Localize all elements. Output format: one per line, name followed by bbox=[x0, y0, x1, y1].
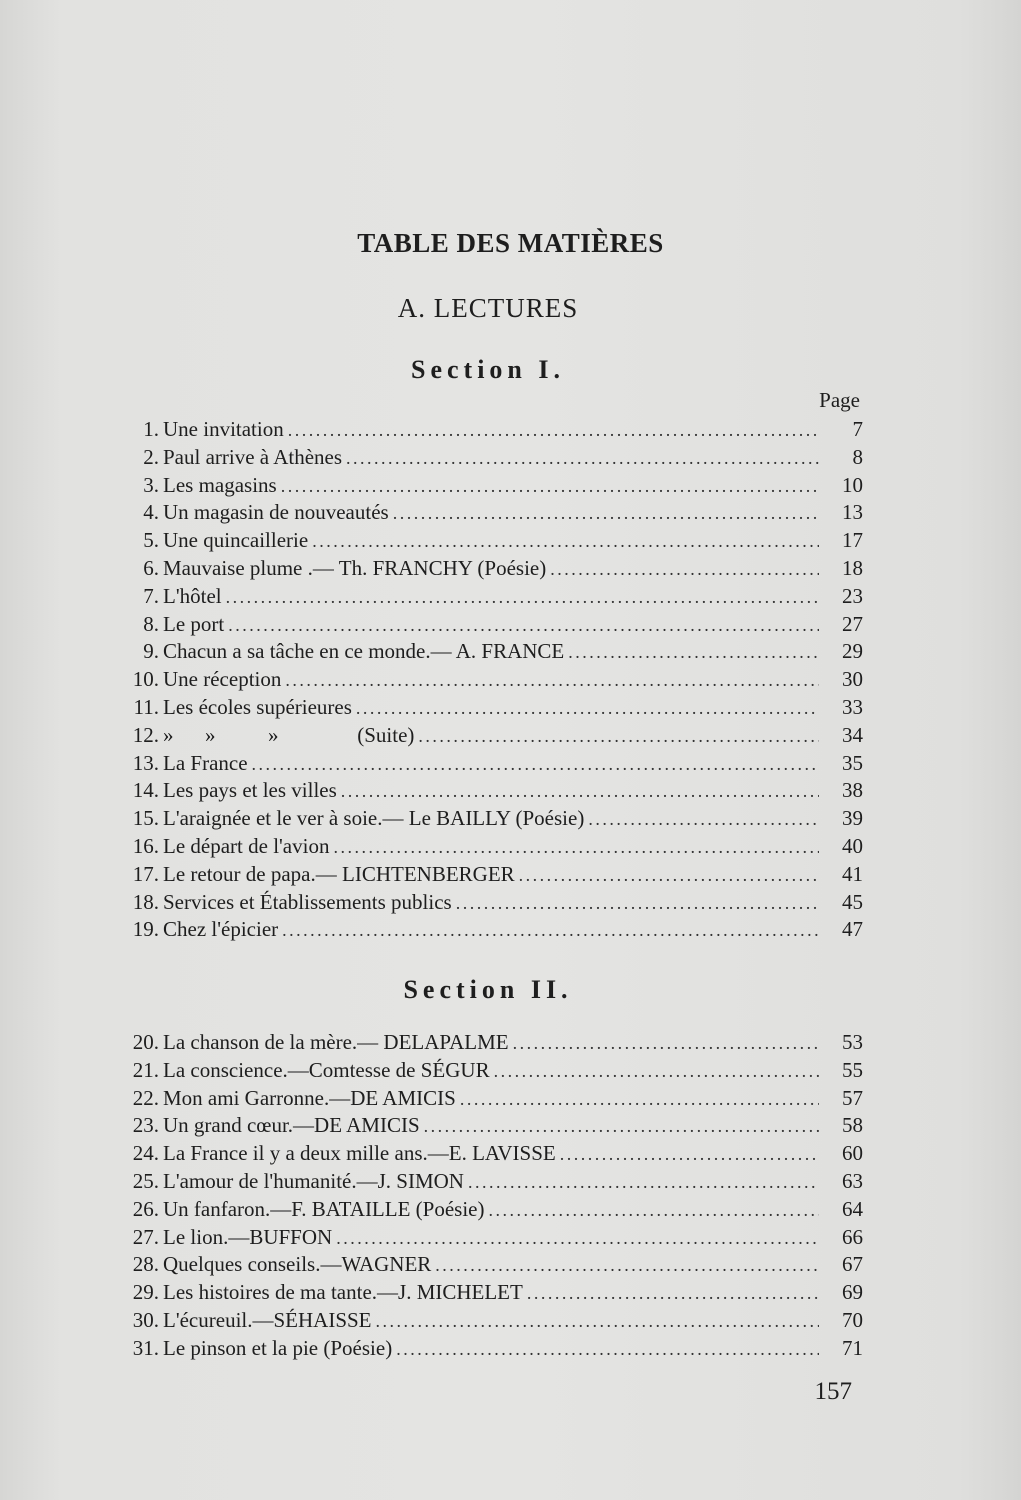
toc-entry-title: Les pays et les villes bbox=[163, 778, 337, 803]
toc-entry bbox=[118, 612, 863, 640]
toc-entry-number: 28. bbox=[132, 1252, 159, 1277]
toc-entry-page: 27 bbox=[842, 611, 863, 636]
toc-entry-title: Le pinson et la pie (Poésie) bbox=[163, 1335, 393, 1360]
toc-entry-page: 64 bbox=[842, 1196, 863, 1221]
toc-entry bbox=[118, 1308, 863, 1336]
toc-entry-number: 10. bbox=[132, 667, 159, 692]
toc-dot-leader bbox=[424, 1116, 819, 1137]
toc-entry bbox=[118, 778, 863, 806]
toc-entry bbox=[118, 890, 863, 918]
toc-dot-leader bbox=[527, 1283, 819, 1304]
toc-entry bbox=[118, 528, 863, 556]
toc-entry-title: Chacun a sa tâche en ce monde.— A. FRANCE bbox=[163, 639, 565, 664]
toc-entry-number: 11. bbox=[133, 694, 159, 719]
toc-entry-number: 7. bbox=[143, 583, 159, 608]
toc-entry-number: 26. bbox=[132, 1196, 159, 1221]
toc-entry-number: 13. bbox=[132, 750, 159, 775]
toc-entry bbox=[118, 1113, 863, 1141]
toc-dot-leader bbox=[519, 865, 819, 886]
toc-entry-title: Le retour de papa.— LICHTENBERGER bbox=[163, 861, 515, 886]
toc-dot-leader bbox=[346, 448, 819, 469]
toc-entry-page: 41 bbox=[842, 861, 863, 886]
toc-dot-leader bbox=[550, 559, 819, 580]
toc-entry-title: Chez l'épicier bbox=[163, 917, 279, 942]
toc-entry-title: Paul arrive à Athènes bbox=[163, 444, 343, 469]
toc-entry-title: Les écoles supérieures bbox=[163, 694, 352, 719]
toc-entry-number: 4. bbox=[143, 500, 159, 525]
toc-dot-leader bbox=[312, 531, 819, 552]
toc-entry bbox=[118, 834, 863, 862]
toc-entry-page: 38 bbox=[842, 778, 863, 803]
part-title: A. LECTURES bbox=[397, 293, 579, 323]
toc-dot-leader bbox=[333, 837, 819, 858]
toc-entry-title: Mauvaise plume .— Th. FRANCHY (Poésie) bbox=[163, 555, 547, 580]
toc-entry-title: La France bbox=[163, 750, 248, 775]
toc-dot-leader bbox=[285, 670, 819, 691]
toc-entry bbox=[118, 1141, 863, 1169]
toc-entry bbox=[118, 1169, 863, 1197]
toc-entry-page: 18 bbox=[842, 555, 863, 580]
toc-entry-title: L'amour de l'humanité.—J. SIMON bbox=[163, 1168, 464, 1193]
toc-entry-number: 6. bbox=[143, 555, 159, 580]
toc-entry bbox=[118, 862, 863, 890]
toc-entry bbox=[118, 445, 863, 473]
toc-entry-page: 47 bbox=[842, 917, 863, 942]
toc-entry-page: 55 bbox=[842, 1057, 863, 1082]
toc-entry-number: 1. bbox=[143, 417, 159, 441]
toc-entry-page: 71 bbox=[842, 1335, 863, 1360]
toc-dot-leader bbox=[513, 1033, 819, 1054]
toc-entry-number: 19. bbox=[132, 917, 159, 942]
page-column-label: Page bbox=[819, 388, 860, 412]
toc-dot-leader bbox=[488, 1200, 819, 1221]
toc-entry-page: 10 bbox=[842, 472, 863, 497]
toc-entry-page: 40 bbox=[842, 833, 863, 858]
toc-entry-title: Un magasin de nouveautés bbox=[163, 500, 389, 525]
section-heading-1: Section I. bbox=[411, 355, 565, 384]
toc-entry-number: 29. bbox=[132, 1280, 159, 1305]
toc-entry-page: 63 bbox=[842, 1168, 863, 1193]
toc-entry bbox=[118, 584, 863, 612]
toc-entry bbox=[118, 751, 863, 779]
toc-entry bbox=[118, 639, 863, 667]
toc-entry-page: 8 bbox=[852, 444, 863, 469]
toc-entry-number: 12. bbox=[132, 722, 159, 747]
toc-entry bbox=[118, 917, 863, 945]
toc-dot-leader bbox=[281, 476, 819, 497]
toc-dot-leader bbox=[252, 754, 819, 775]
toc-dot-leader bbox=[396, 1339, 819, 1360]
toc-dot-leader bbox=[336, 1228, 819, 1249]
toc-entry bbox=[118, 1030, 863, 1058]
toc-dot-leader bbox=[288, 420, 819, 441]
toc-entry bbox=[118, 556, 863, 584]
toc-entry-page: 29 bbox=[842, 639, 863, 664]
toc-dot-leader bbox=[468, 1172, 819, 1193]
toc-entry-number: 2. bbox=[143, 444, 159, 469]
toc-entry bbox=[118, 1086, 863, 1114]
toc-entry-number: 17. bbox=[132, 861, 159, 886]
toc-entry-number: 31. bbox=[132, 1335, 159, 1360]
toc-dot-leader bbox=[494, 1061, 819, 1082]
toc-entry-page: 70 bbox=[842, 1307, 863, 1332]
toc-entry-number: 18. bbox=[132, 889, 159, 914]
toc-entry-title: La France il y a deux mille ans.—E. LAVISSE bbox=[163, 1141, 556, 1166]
toc-entry-page: 23 bbox=[842, 583, 863, 608]
toc-entry-title: Les magasins bbox=[163, 472, 277, 497]
toc-entry-page: 17 bbox=[842, 528, 863, 553]
toc-entry-number: 8. bbox=[143, 611, 159, 636]
toc-dot-leader bbox=[588, 809, 819, 830]
toc-entry bbox=[118, 1225, 863, 1253]
toc-entry-title: Une réception bbox=[163, 667, 282, 692]
toc-entry-number: 9. bbox=[143, 639, 159, 664]
toc-dot-leader bbox=[568, 642, 819, 663]
toc-entry-number: 16. bbox=[132, 833, 159, 858]
toc-entry-title: L'araignée et le ver à soie.— Le BAILLY (Poésie) bbox=[163, 806, 585, 831]
toc-entry-page: 67 bbox=[842, 1252, 863, 1277]
toc-entry bbox=[118, 806, 863, 834]
toc-entry-number: 27. bbox=[132, 1224, 159, 1249]
toc-dot-leader bbox=[282, 920, 819, 941]
toc-dot-leader bbox=[226, 587, 819, 608]
toc-dot-leader bbox=[460, 1089, 819, 1110]
toc-entry-page: 60 bbox=[842, 1141, 863, 1166]
toc-entry-number: 20. bbox=[132, 1030, 159, 1054]
toc-dot-leader bbox=[456, 893, 819, 914]
toc-entry-title: Le port bbox=[163, 611, 225, 636]
section-heading-2: Section II. bbox=[403, 975, 573, 1004]
toc-entry-number: 23. bbox=[132, 1113, 159, 1138]
toc-entry-page: 66 bbox=[842, 1224, 863, 1249]
toc-entry bbox=[118, 1058, 863, 1086]
toc-entry-page: 7 bbox=[852, 417, 863, 441]
toc-entry-title: L'écureuil.—SÉHAISSE bbox=[163, 1307, 372, 1332]
toc-entry-page: 34 bbox=[842, 722, 863, 747]
toc-entry-page: 53 bbox=[842, 1030, 863, 1054]
toc-entry-number: 22. bbox=[132, 1085, 159, 1110]
toc-entry-title: Les histoires de ma tante.—J. MICHELET bbox=[163, 1280, 523, 1305]
toc-entry bbox=[118, 723, 863, 751]
toc-entry-title: Quelques conseils.—WAGNER bbox=[163, 1252, 432, 1277]
toc-entry-title: Le lion.—BUFFON bbox=[163, 1224, 333, 1249]
toc-entry-page: 69 bbox=[842, 1280, 863, 1305]
toc-entry bbox=[118, 473, 863, 501]
toc-entry-title: Une invitation bbox=[163, 417, 284, 441]
toc-entry-page: 33 bbox=[842, 694, 863, 719]
toc-entry-number: 30. bbox=[132, 1307, 159, 1332]
toc-list-section-2 bbox=[118, 1030, 863, 1364]
toc-list-section-1 bbox=[118, 417, 863, 945]
toc-entry-title: La chanson de la mère.— DELAPALME bbox=[163, 1030, 509, 1054]
toc-entry bbox=[118, 1252, 863, 1280]
toc-dot-leader bbox=[341, 781, 819, 802]
toc-entry bbox=[118, 1336, 863, 1364]
toc-entry bbox=[118, 1197, 863, 1225]
toc-entry-title: Le départ de l'avion bbox=[163, 833, 330, 858]
toc-entry bbox=[118, 500, 863, 528]
toc-entry-number: 14. bbox=[132, 778, 159, 803]
document-title: TABLE DES MATIÈRES bbox=[357, 228, 664, 258]
toc-entry bbox=[118, 1280, 863, 1308]
toc-dot-leader bbox=[356, 698, 819, 719]
toc-entry-number: 15. bbox=[132, 806, 159, 831]
toc-entry-page: 30 bbox=[842, 667, 863, 692]
toc-entry-number: 24. bbox=[132, 1141, 159, 1166]
toc-entry-page: 39 bbox=[842, 806, 863, 831]
toc-dot-leader bbox=[393, 503, 819, 524]
toc-entry-page: 45 bbox=[842, 889, 863, 914]
toc-dot-leader bbox=[418, 726, 819, 747]
toc-entry-title: Une quincaillerie bbox=[163, 528, 309, 553]
toc-entry-title: » » » (Suite) bbox=[163, 722, 415, 747]
page-number: 157 bbox=[814, 1378, 852, 1405]
toc-entry-number: 25. bbox=[132, 1168, 159, 1193]
toc-entry-page: 13 bbox=[842, 500, 863, 525]
toc-entry-page: 57 bbox=[842, 1085, 863, 1110]
toc-entry bbox=[118, 695, 863, 723]
toc-entry-number: 21. bbox=[132, 1057, 159, 1082]
toc-entry bbox=[118, 667, 863, 695]
toc-entry-title: Mon ami Garronne.—DE AMICIS bbox=[163, 1085, 456, 1110]
toc-entry-title: Un grand cœur.—DE AMICIS bbox=[163, 1113, 420, 1138]
toc-entry-title: Services et Établissements publics bbox=[163, 889, 452, 914]
toc-entry-title: L'hôtel bbox=[163, 583, 222, 608]
toc-entry-title: Un fanfaron.—F. BATAILLE (Poésie) bbox=[163, 1196, 485, 1221]
toc-dot-leader bbox=[435, 1255, 819, 1276]
toc-dot-leader bbox=[560, 1144, 819, 1165]
toc-dot-leader bbox=[376, 1311, 819, 1332]
toc-entry bbox=[118, 417, 863, 445]
toc-entry-number: 3. bbox=[143, 472, 159, 497]
toc-dot-leader bbox=[228, 615, 819, 636]
toc-entry-page: 35 bbox=[842, 750, 863, 775]
toc-entry-number: 5. bbox=[143, 528, 159, 553]
toc-entry-title: La conscience.—Comtesse de SÉGUR bbox=[163, 1057, 490, 1082]
toc-entry-page: 58 bbox=[842, 1113, 863, 1138]
